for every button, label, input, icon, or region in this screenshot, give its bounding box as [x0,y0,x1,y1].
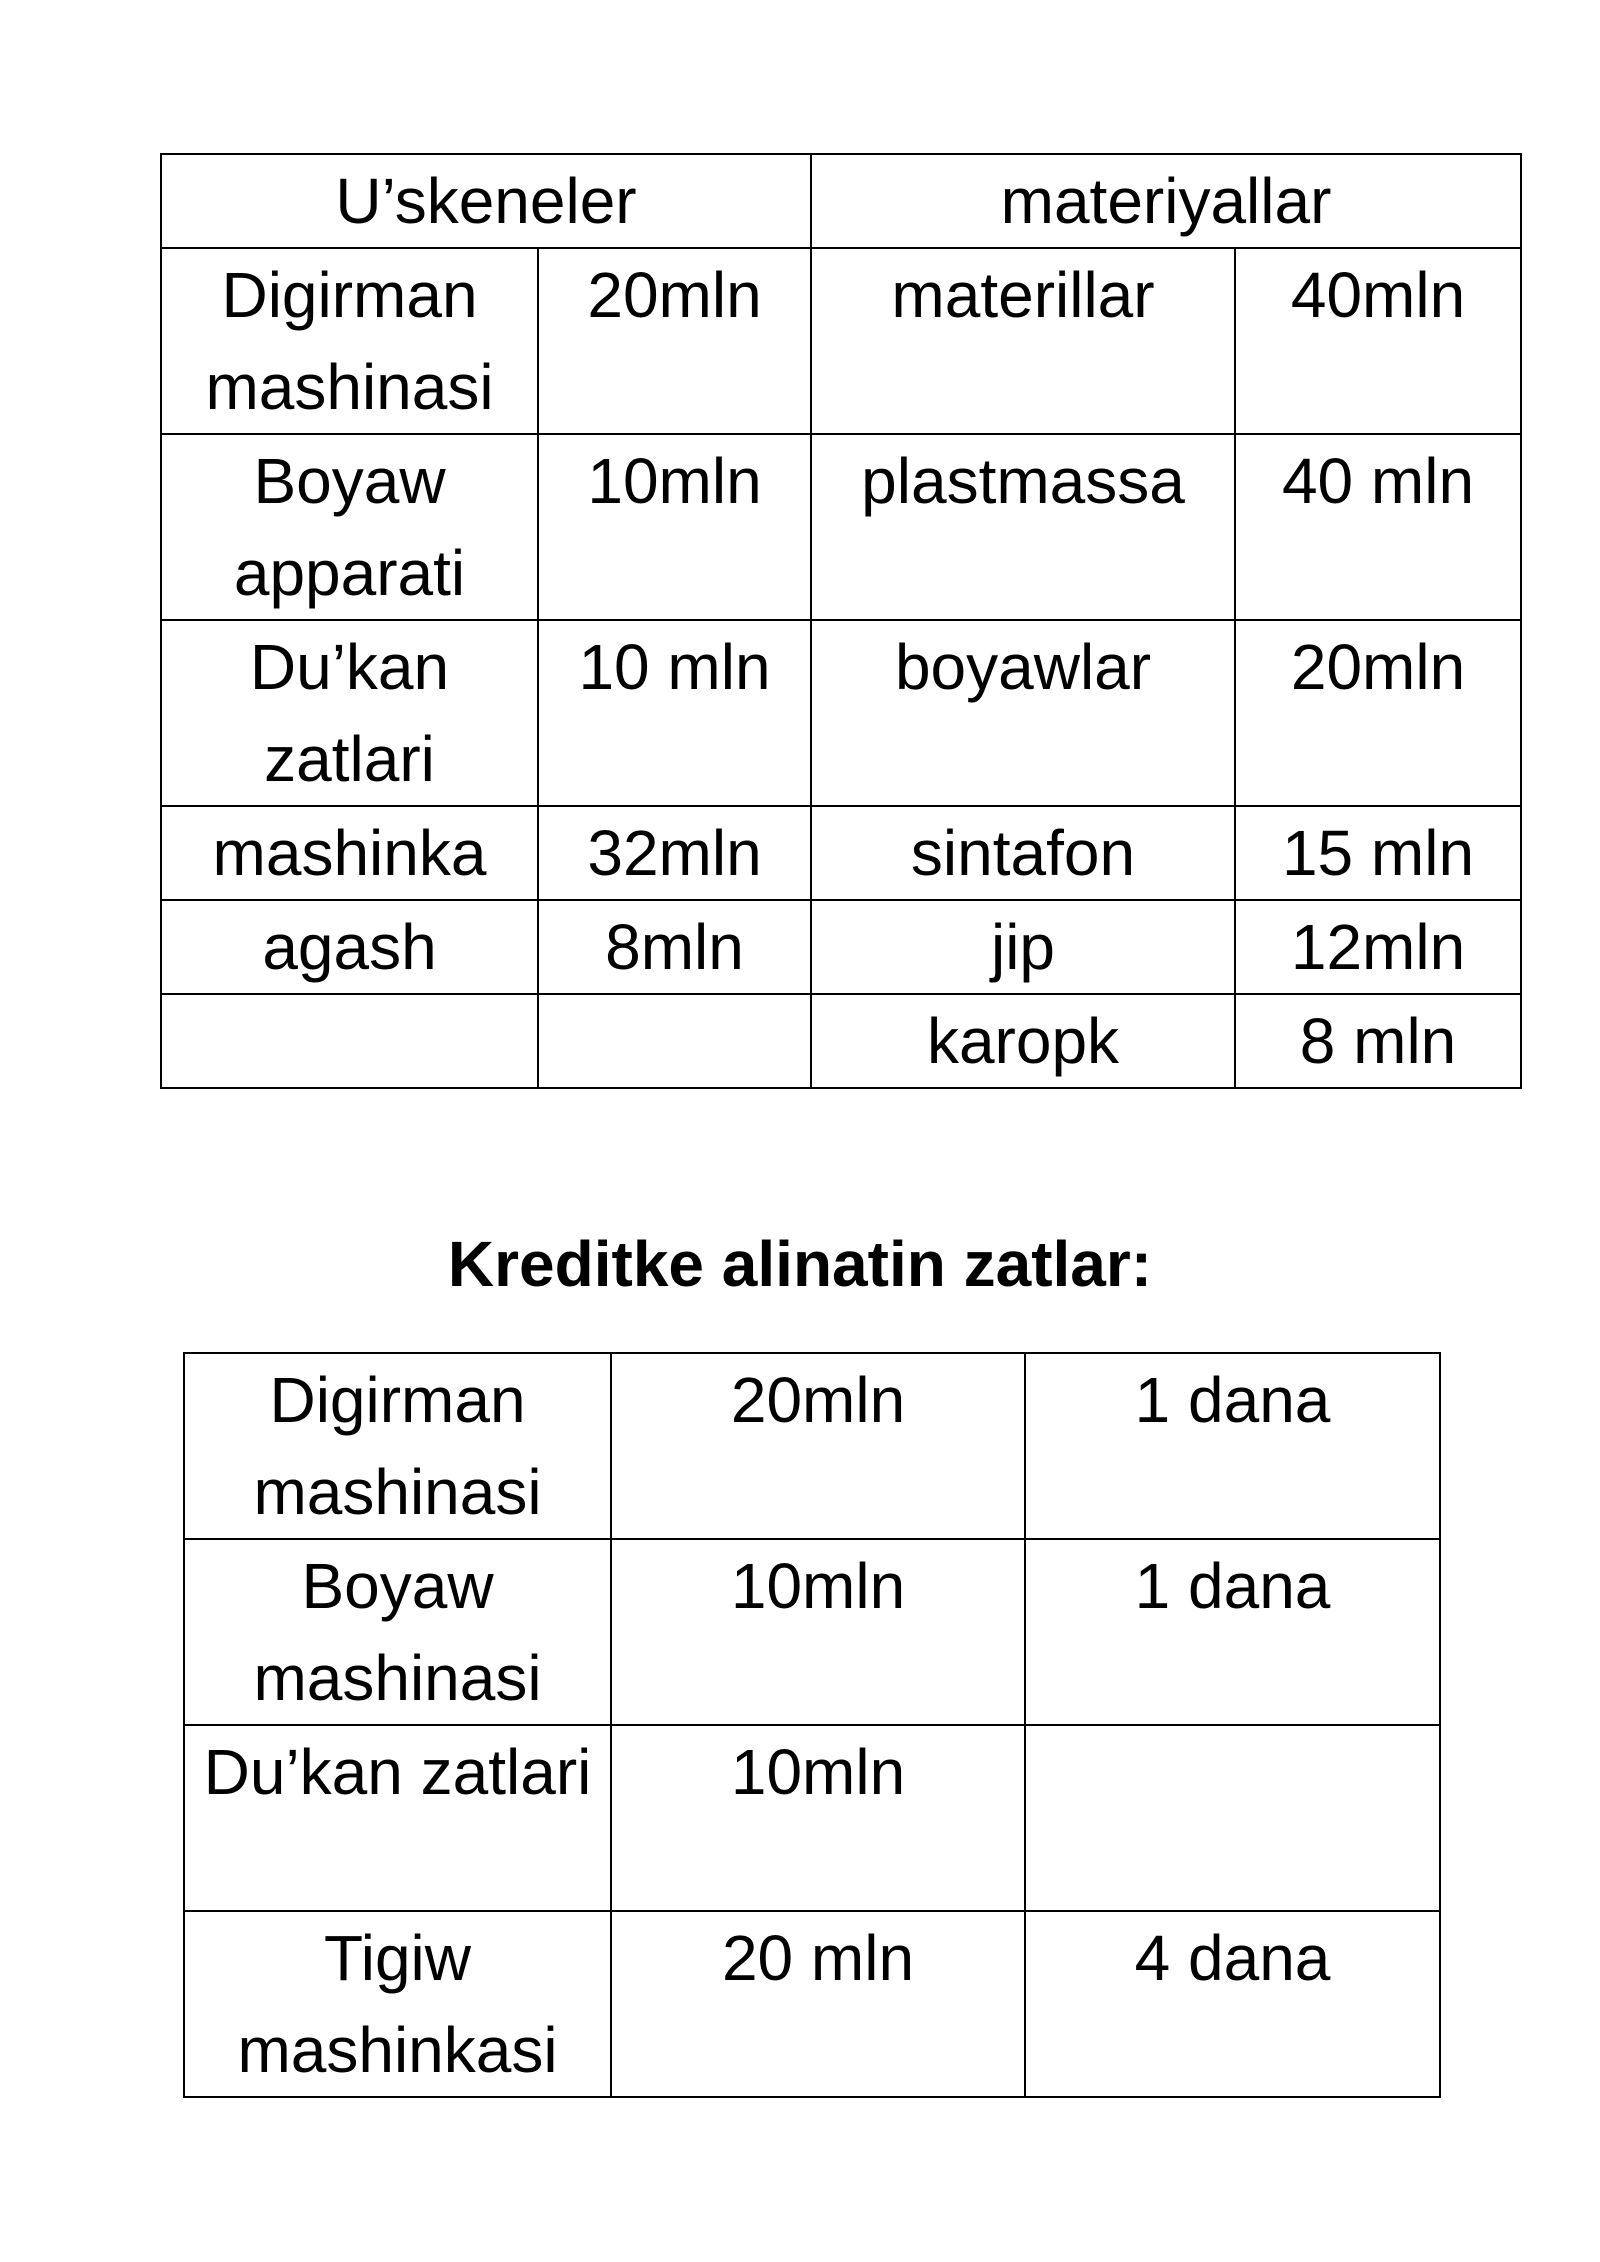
header-materials: materiyallar [811,154,1521,248]
equipment-cost [538,994,811,1088]
credit-items-table [183,1352,1441,2098]
credit-item-quantity: 1 dana [1025,1353,1440,1539]
material-cost: 12mln [1235,900,1521,994]
table-row [161,900,1521,994]
material-name: jip [811,900,1235,994]
credit-item-name: Tigiw mashinkasi [184,1911,611,2097]
credit-item-cost: 10mln [611,1725,1025,1911]
equipment-name: Digirman mashinasi [161,248,538,434]
equipment-cost: 10 mln [538,620,811,806]
equipment-cost: 8mln [538,900,811,994]
table-row [161,806,1521,900]
table-row [161,434,1521,620]
material-cost: 15 mln [1235,806,1521,900]
table-row [184,1539,1440,1725]
equipment-name: mashinka [161,806,538,900]
credit-item-quantity [1025,1725,1440,1911]
credit-item-name: Boyaw mashinasi [184,1539,611,1725]
material-name: karopk [811,994,1235,1088]
material-cost: 40 mln [1235,434,1521,620]
credit-item-quantity: 1 dana [1025,1539,1440,1725]
equipment-cost: 32mln [538,806,811,900]
material-name: boyawlar [811,620,1235,806]
material-name: materillar [811,248,1235,434]
table-row [184,1353,1440,1539]
header-equipment: U’skeneler [161,154,811,248]
equipment-cost: 20mln [538,248,811,434]
table-row [161,620,1521,806]
equipment-materials-table [160,153,1522,1089]
material-cost: 20mln [1235,620,1521,806]
table-row [184,1725,1440,1911]
equipment-name [161,994,538,1088]
credit-item-cost: 20 mln [611,1911,1025,2097]
equipment-cost: 10mln [538,434,811,620]
table-row [161,994,1521,1088]
material-name: sintafon [811,806,1235,900]
credit-item-quantity: 4 dana [1025,1911,1440,2097]
equipment-name: agash [161,900,538,994]
credit-heading: Kreditke alinatin zatlar: [447,1228,1153,1300]
equipment-name: Du’kan zatlari [161,620,538,806]
table-row [161,248,1521,434]
equipment-name: Boyaw apparati [161,434,538,620]
credit-item-cost: 10mln [611,1539,1025,1725]
table-row [184,1911,1440,2097]
credit-item-name: Du’kan zatlari [184,1725,611,1911]
credit-item-name: Digirman mashinasi [184,1353,611,1539]
material-name: plastmassa [811,434,1235,620]
table-header-row [161,154,1521,248]
material-cost: 40mln [1235,248,1521,434]
material-cost: 8 mln [1235,994,1521,1088]
credit-item-cost: 20mln [611,1353,1025,1539]
